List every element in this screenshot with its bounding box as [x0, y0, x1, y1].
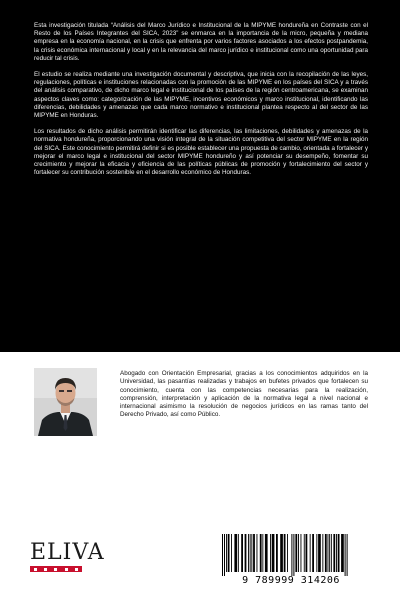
- barcode-bar: [222, 534, 223, 576]
- author-portrait-image: [34, 368, 97, 436]
- barcode-bar: [295, 534, 297, 572]
- barcode-bar: [228, 534, 230, 572]
- barcode-bar: [262, 534, 263, 572]
- barcode-bar: [338, 534, 340, 572]
- barcode-bar: [312, 534, 314, 572]
- barcode-bar: [226, 534, 227, 572]
- barcode-bar: [265, 534, 268, 572]
- barcode-bar: [331, 534, 332, 572]
- barcode-bar: [276, 534, 278, 572]
- barcode-bar: [333, 534, 335, 572]
- barcode-bar: [238, 534, 239, 572]
- barcode-bar: [287, 534, 288, 572]
- barcode-bar: [245, 534, 247, 572]
- barcode-bar: [291, 534, 292, 576]
- barcode-bar: [310, 534, 311, 572]
- barcode-bar: [347, 534, 348, 576]
- barcode-bar: [306, 534, 308, 572]
- publisher-logo-wordmark: ELIVA: [30, 540, 105, 565]
- barcode-bar: [341, 534, 344, 572]
- synopsis: [34, 22, 368, 185]
- barcode-bar: [231, 534, 232, 572]
- barcode-bar: [284, 534, 286, 572]
- barcode-bar: [329, 534, 330, 572]
- barcode-bar: [304, 534, 305, 572]
- barcode-bar: [241, 534, 243, 572]
- barcode-bar: [322, 534, 323, 572]
- barcode-bar: [272, 534, 275, 572]
- barcode-bar: [260, 534, 262, 572]
- barcode-bar: [336, 534, 337, 572]
- barcode-bar: [293, 534, 294, 576]
- barcode-bar: [328, 534, 329, 572]
- barcode-bar: [257, 534, 258, 572]
- publisher-logo-bar: [30, 566, 82, 572]
- barcode-bar: [316, 534, 317, 572]
- barcode-bar: [325, 534, 327, 572]
- author-photo: [34, 368, 97, 436]
- barcode-bar: [224, 534, 225, 576]
- barcode-bar: [318, 534, 321, 572]
- publisher-logo: [30, 540, 105, 578]
- synopsis-paragraph-3: Los resultados de dicho análisis permitirán identificar las diferencias, las limitaciones, debilidades y amenazas de la normativa hondureña, proporcionando una visión integral de la situación competitiva del sector MIPYME en la región del SICA. Este conocimiento permitirá definir si es posible establecer una propuesta de cambio, orientada a fortalecer y mejorar el marco legal e institucional del sector MIPYME hondureño y así potenciar su desempeño, fomentar su crecimiento y mejorar la eficacia y eficiencia de las políticas públicas de promoción y fortalecimiento del sector y fortalecer su contribución sostenible en el desarrollo económico de Honduras.: [34, 128, 368, 177]
- barcode-bar: [251, 534, 252, 572]
- synopsis-paragraph-2: El estudio se realiza mediante una investigación documental y descriptiva, que inicia con la recopilación de las leyes, regulaciones, políticas e instituciones relacionadas con la promoción de las MIPYME en los países del SICA y a través del análisis comparativo, de dicho marco legal e institucional de los países de la región centroamericana, se examinan aspectos claves como: categorización de las MIPYME, incentivos económicos y marco institucional, identificando las diferencias, debilidades y amenazas que cada marco normativo e institucional plantea respecto al del sector de las MIPYME en Honduras.: [34, 71, 368, 120]
- barcode-bar: [301, 534, 302, 572]
- barcode-bar: [270, 534, 271, 572]
- barcode-bar: [234, 534, 237, 572]
- barcode-bar: [345, 534, 346, 576]
- isbn-barcode: [212, 534, 370, 586]
- barcode-bars: [212, 534, 370, 576]
- synopsis-paragraph-1: Esta investigación titulada “Análisis del Marco Jurídico e Institucional de la MIPYME hondureña en Contraste con el Resto de los Países Integrantes del SICA, 2023” se enmarca en la importancia de la micro, pequeña y mediana empresa en la economía nacional, en la crisis que enfrenta por varios factores asociados a los efectos postpandemia, la crisis económica internacional y local y en la relevancia del marco jurídico e institucional como una oportunidad para reducir tal crisis.: [34, 22, 368, 62]
- barcode-bar: [298, 534, 299, 572]
- barcode-bar: [280, 534, 283, 572]
- barcode-bar: [248, 534, 249, 572]
- barcode-bar: [253, 534, 255, 572]
- isbn-barcode-digits: 9 789999 314206: [242, 575, 340, 586]
- barcode-bar: [250, 534, 251, 572]
- author-bio: Abogado con Orientación Empresarial, gracias a los conocimientos adquiridos en la Universidad, las pasantías realizadas y trabajos en bufetes privados que fortalecen su conocimiento, cuenta con las competencias necesarias para la realización, comprensión, interpretación y aplicación de la normativa legal a nivel nacional e internacional asimismo la resolución de negocios jurídicos en las ramas tanto del Derecho Privado, así como Público.: [120, 370, 368, 419]
